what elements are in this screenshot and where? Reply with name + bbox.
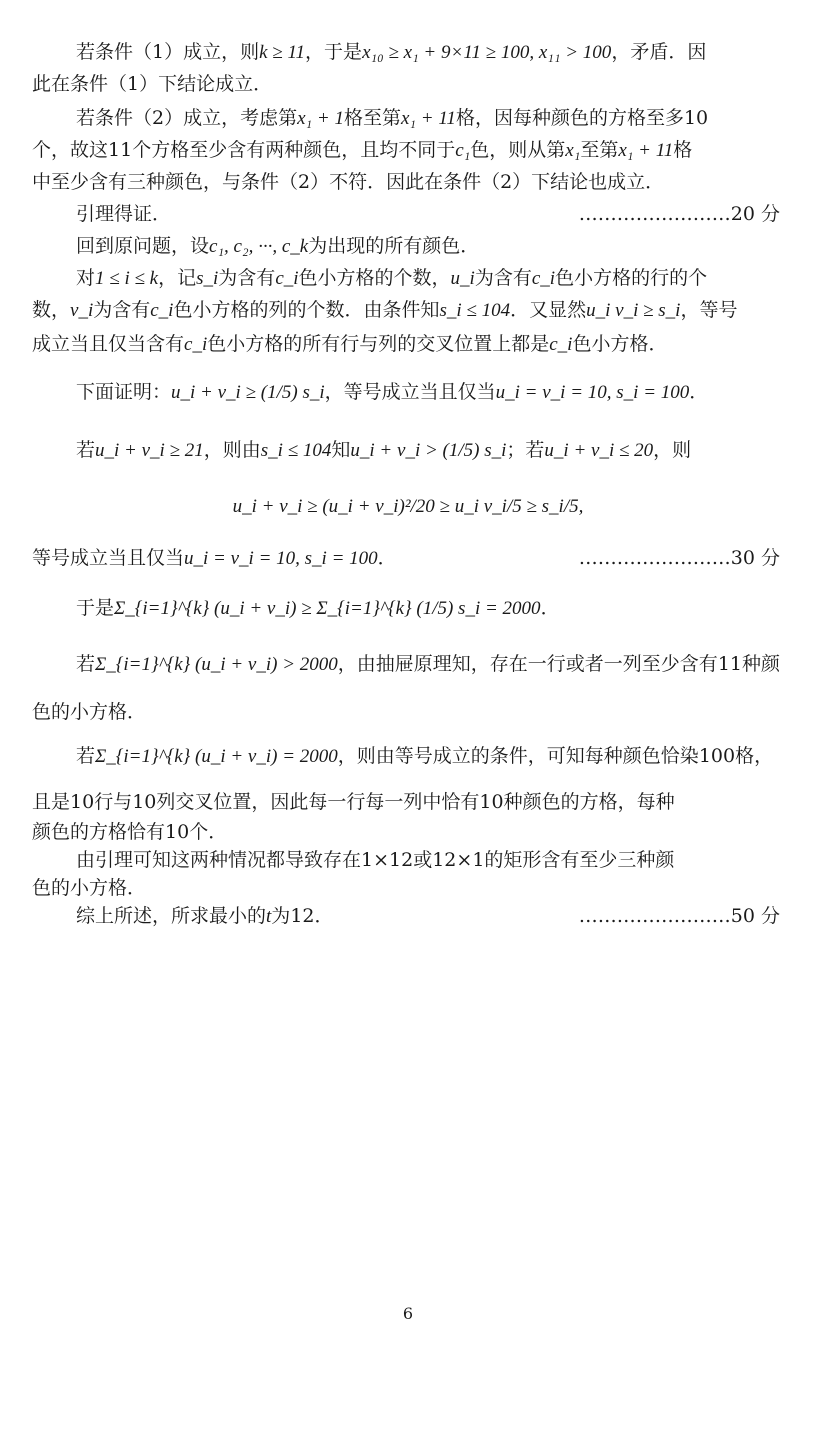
math-x10-inequality: x₁₀ ≥ x₁ + 9×11 ≥ 100, x₁₁ > 100 xyxy=(362,42,612,63)
text-line-11 xyxy=(32,380,784,405)
number: 11 xyxy=(108,139,133,161)
math-sum-ge-21: u_i + v_i ≥ 21 xyxy=(95,440,204,461)
math-x1-plus-11: x₁ + 11 xyxy=(400,108,456,129)
text: ，由抽屉原理知，存在一行或者一列至少含有 xyxy=(337,653,718,675)
text: 或 xyxy=(413,849,433,871)
text: 等号成立当且仅当 xyxy=(32,547,185,569)
text: 格， xyxy=(735,745,774,767)
text-line-1 xyxy=(32,40,784,65)
text-line-4 xyxy=(32,138,784,163)
number: 11 xyxy=(717,653,742,675)
text: 知 xyxy=(331,439,351,461)
math-1x12: 1×12 xyxy=(361,849,414,871)
number: 10 xyxy=(479,791,504,813)
math-k-ge-11: k ≥ 11 xyxy=(259,42,306,63)
page-number: 6 xyxy=(402,1304,414,1323)
math-ci: c_i xyxy=(531,268,556,289)
math-sum-gt-2000: Σ_{i=1}^{k} (u_i + v_i) > 2000 xyxy=(95,654,338,675)
text: 若条件（2）成立，考虑第 xyxy=(76,107,298,129)
text-line-10 xyxy=(32,332,784,357)
text: 若 xyxy=(76,745,96,767)
text: ，矛盾．因 xyxy=(611,41,707,63)
text: 引理得证． xyxy=(76,203,172,225)
text: 为含有 xyxy=(218,267,276,289)
math-ui: u_i xyxy=(450,268,475,289)
text: ，等号 xyxy=(680,299,738,321)
text: 的矩形含有至少三种颜 xyxy=(484,849,675,871)
text-line-12 xyxy=(32,438,784,463)
text: 色，则从第 xyxy=(470,139,566,161)
score-marker-50: ……………………50 分 xyxy=(578,905,780,927)
text: ． xyxy=(540,597,560,619)
text: 综上所述，所求最小的 xyxy=(76,905,267,927)
text: 个，故这 xyxy=(32,139,109,161)
number: 10 xyxy=(683,107,709,129)
score-marker-30: ……………………30 分 xyxy=(578,547,780,569)
math-sum-gt-fifth-si: u_i + v_i > (1/5) s_i xyxy=(350,440,507,461)
math-equality-case: u_i = v_i = 10, s_i = 100 xyxy=(495,382,690,403)
math-index-range: 1 ≤ i ≤ k xyxy=(95,268,159,289)
text: 至第 xyxy=(580,139,619,161)
text-line-9 xyxy=(32,298,784,323)
text-line-17 xyxy=(32,700,784,724)
number: 12 xyxy=(290,905,315,927)
text: 且是 xyxy=(32,791,71,813)
math-si-le-104: s_i ≤ 104 xyxy=(439,300,511,321)
text: 此在条件（1）下结论成立． xyxy=(32,73,273,95)
text: ，等号成立当且仅当 xyxy=(324,381,496,403)
text: ，于是 xyxy=(305,41,363,63)
text: 色小方格的所有行与列的交叉位置上都是 xyxy=(207,333,550,355)
math-t: t xyxy=(266,906,272,927)
text-line-21 xyxy=(32,848,784,872)
math-x1-plus-11: x₁ + 11 xyxy=(618,140,674,161)
number: 100 xyxy=(698,745,736,767)
text: 数， xyxy=(32,299,71,321)
math-display-inequality-chain: u_i + v_i ≥ (u_i + v_i)²/20 ≥ u_i v_i/5 ≥ s_i/5, xyxy=(232,496,584,517)
math-ci: c_i xyxy=(275,268,299,289)
math-ci: c_i xyxy=(150,300,174,321)
text: 于是 xyxy=(76,597,115,619)
text: ，则由等号成立的条件，可知每种颜色恰染 xyxy=(337,745,699,767)
text: 种颜色的方格，每种 xyxy=(503,791,675,813)
text: ． xyxy=(377,547,397,569)
text: 列交叉位置，因此每一行每一列中恰有 xyxy=(156,791,480,813)
text: ． xyxy=(689,381,709,403)
text-line-22 xyxy=(32,876,784,900)
text: 为出现的所有颜色． xyxy=(308,235,480,257)
text: ；若 xyxy=(506,439,545,461)
math-si-le-104: s_i ≤ 104 xyxy=(260,440,332,461)
text: 为含有 xyxy=(474,267,532,289)
text: ． xyxy=(314,905,334,927)
text: 色小方格的行的个 xyxy=(555,267,708,289)
text: 下面证明： xyxy=(76,381,172,403)
text: 中至少含有三种颜色，与条件（2）不符．因此在条件（2）下结论也成立． xyxy=(32,171,665,193)
math-x1: x₁ xyxy=(565,140,581,161)
text: 色的小方格． xyxy=(32,701,147,723)
math-si: s_i xyxy=(196,268,219,289)
math-c1: c₁ xyxy=(455,140,471,161)
math-sum-inequality: Σ_{i=1}^{k} (u_i + v_i) ≥ Σ_{i=1}^{k} (1/5) s_i = 2000 xyxy=(114,598,541,619)
score-marker-20: ……………………20 分 xyxy=(578,203,780,225)
text: ，记 xyxy=(158,267,197,289)
text-line-20 xyxy=(32,820,784,844)
number: 10 xyxy=(132,791,157,813)
text-line-2 xyxy=(32,72,784,96)
text: 种颜 xyxy=(742,653,781,675)
text: 若 xyxy=(76,653,96,675)
math-x1-plus-1: x₁ + 1 xyxy=(297,108,344,129)
text: 个． xyxy=(189,821,228,843)
text: 回到原问题，设 xyxy=(76,235,210,257)
text: 色的小方格． xyxy=(32,877,147,899)
text-line-19 xyxy=(32,790,784,814)
text: 格 xyxy=(673,139,693,161)
text: 色小方格． xyxy=(572,333,668,355)
text: 由引理可知这两种情况都导致存在 xyxy=(76,849,362,871)
text: 若 xyxy=(76,439,96,461)
text-line-18 xyxy=(32,744,784,769)
math-colors: c₁, c₂, ···, c_k xyxy=(209,236,309,257)
text-line-5 xyxy=(32,170,784,194)
text: 成立当且仅当含有 xyxy=(32,333,185,355)
text-line-15 xyxy=(32,596,784,621)
text: 色小方格的列的个数．由条件知 xyxy=(173,299,440,321)
math-sum-eq-2000: Σ_{i=1}^{k} (u_i + v_i) = 2000 xyxy=(95,746,338,767)
text: 对 xyxy=(76,267,96,289)
text: 格，因每种颜色的方格至多 xyxy=(455,107,684,129)
number: 10 xyxy=(70,791,95,813)
text: 格至第 xyxy=(343,107,401,129)
text: 为 xyxy=(271,905,291,927)
number: 10 xyxy=(165,821,190,843)
text: 个方格至少含有两种颜色，且均不同于 xyxy=(132,139,456,161)
math-vi: v_i xyxy=(70,300,94,321)
math-ci: c_i xyxy=(184,334,208,355)
display-equation xyxy=(32,494,784,519)
math-ci: c_i xyxy=(549,334,573,355)
text: 颜色的方格恰有 xyxy=(32,821,166,843)
text-line-8 xyxy=(32,266,784,291)
math-12x1: 12×1 xyxy=(432,849,485,871)
text: 行与 xyxy=(94,791,133,813)
text: ，则 xyxy=(653,439,692,461)
text: 色小方格的个数， xyxy=(298,267,451,289)
text-line-3 xyxy=(32,106,784,131)
text: ．又显然 xyxy=(510,299,587,321)
text: 若条件（1）成立，则 xyxy=(76,41,260,63)
math-uivi-ge-si: u_i v_i ≥ s_i xyxy=(586,300,681,321)
math-ui-vi-ge-fifth-si: u_i + v_i ≥ (1/5) s_i xyxy=(171,382,325,403)
math-sum-le-20: u_i + v_i ≤ 20 xyxy=(544,440,654,461)
text: 为含有 xyxy=(93,299,151,321)
text: ，则由 xyxy=(203,439,261,461)
text-line-16 xyxy=(32,652,784,677)
text-line-7 xyxy=(32,234,784,259)
math-equality-case: u_i = v_i = 10, s_i = 100 xyxy=(184,548,378,569)
